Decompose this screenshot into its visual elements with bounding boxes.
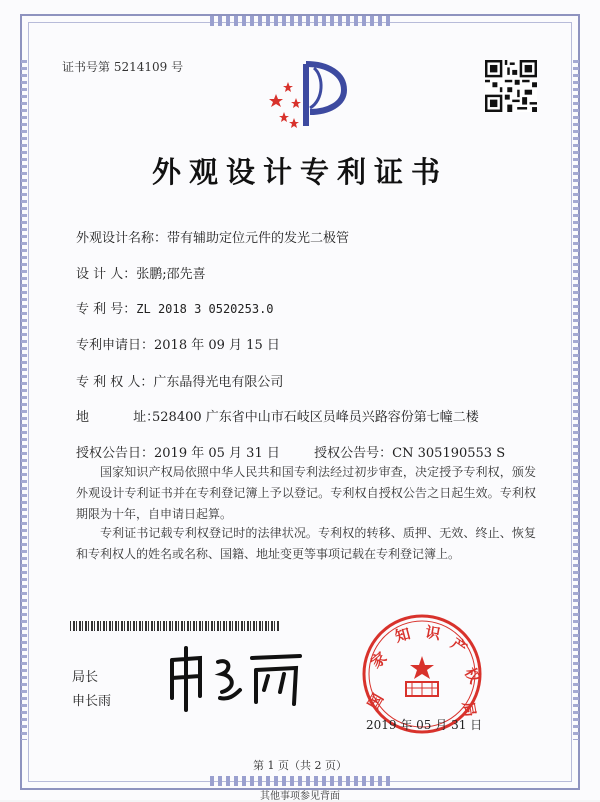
filing-date-label: 专利申请日： (76, 338, 155, 353)
svg-text:局: 局 (458, 700, 480, 719)
design-name-value: 带有辅助定位元件的发光二极管 (167, 231, 350, 246)
designer-label: 设 计 人： (76, 267, 137, 282)
svg-text:权: 权 (460, 664, 484, 687)
patentee-value: 广东晶得光电有限公司 (153, 375, 284, 390)
svg-text:家: 家 (367, 648, 391, 672)
grant-row (76, 442, 505, 461)
certificate-number (62, 58, 183, 75)
status-paragraph: 专利证书记载专利权登记时的法律状况。专利权的转移、质押、无效、终止、恢复和专利权人的姓名或名称、国籍、地址变更等事项记载在专利登记簿上。 (76, 526, 536, 561)
address-value: 528400 广东省中山市石岐区员峰员兴路容份第七幢二楼 (152, 410, 479, 425)
address-row (76, 406, 479, 425)
filing-date-value: 2018 年 09 月 15 日 (154, 338, 280, 353)
patent-number-value: ZL 2018 3 0520253.0 (136, 302, 274, 316)
grant-date-value: 2019 年 05 月 31 日 (154, 446, 280, 461)
svg-text:产: 产 (447, 634, 471, 658)
cert-no-suffix: 号 (171, 60, 184, 74)
patent-number-row (76, 298, 274, 317)
commissioner-name: 申长雨 (72, 694, 112, 709)
qr-code-icon (485, 60, 537, 112)
design-name-label: 外观设计名称： (76, 231, 168, 246)
cnipa-logo-icon (258, 56, 354, 136)
patentee-row (76, 371, 283, 390)
footer-note: 其他事项参见背面 (260, 791, 340, 802)
grant-paragraph: 国家知识产权局依照中华人民共和国专利法经过初步审查，决定授予专利权，颁发外观设计专利证书并在专利登记簿上予以登记。专利权自授权公告之日起生效。专利权期限为十年，自申请日起算。 (76, 465, 536, 521)
top-ornament (210, 16, 390, 26)
svg-text:国: 国 (364, 690, 388, 713)
bottom-ornament (210, 776, 390, 786)
patent-number-label: 专 利 号： (76, 302, 137, 317)
grant-number-value: CN 305190553 S (392, 446, 506, 461)
filing-date-row (76, 334, 280, 353)
grant-number-label: 授权公告号： (314, 446, 393, 461)
barcode-strip (70, 621, 280, 631)
design-name-row (76, 227, 349, 246)
address-label: 地 址： (76, 410, 160, 425)
certificate-title: 外观设计专利证书 (151, 155, 448, 189)
cert-no-value: 5214109 (113, 60, 168, 74)
designer-value: 张鹏;邵先喜 (136, 267, 206, 282)
svg-text:识: 识 (423, 622, 442, 644)
commissioner-title: 局长 (72, 670, 99, 685)
seal-date: 2019 年 05 月 31 日 (366, 718, 483, 732)
patentee-label: 专 利 权 人： (76, 375, 154, 390)
cert-no-label: 证书号第 (62, 60, 111, 74)
designer-row (76, 263, 206, 282)
page-info: 第 1 页（共 2 页） (253, 759, 347, 772)
handwritten-signature-icon (160, 640, 310, 715)
svg-text:知: 知 (393, 624, 413, 646)
grant-date-label: 授权公告日： (76, 446, 155, 461)
